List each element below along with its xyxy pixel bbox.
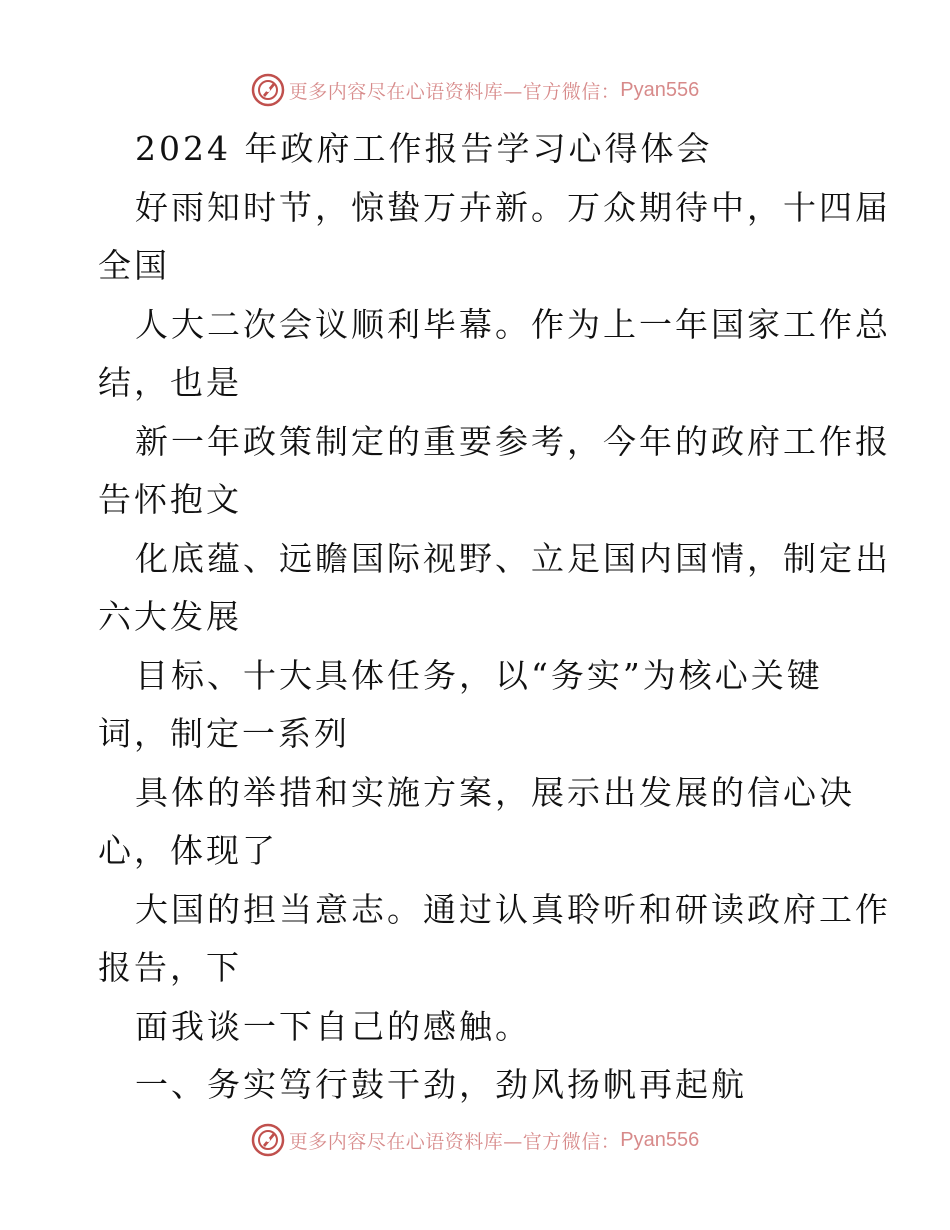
paragraph-line: 人大二次会议顺利毕幕。作为上一年国家工作总 [135,304,891,344]
banner-text: 更多内容尽在心语资料库—官方微信： [288,1130,621,1153]
paragraph-line: 报告，下 [98,948,242,987]
pen-nib-logo-icon [251,1123,285,1157]
document-title: 2024 年政府工作报告学习心得体会 [135,129,713,168]
banner-text: 更多内容尽在心语资料库—官方微信： [288,80,621,103]
paragraph-line: 新一年政策制定的重要参考，今年的政府工作报 [135,421,891,461]
paragraph-line: 具体的举措和实施方案，展示出发展的信心决 [135,772,855,812]
paragraph-line: 结，也是 [98,363,242,402]
paragraph-line: 大国的担当意志。通过认真聆听和研读政府工作 [135,889,891,929]
paragraph-line: 六大发展 [98,597,242,636]
banner-wechat-id: Pyan556 [620,1128,700,1151]
paragraph-line: 目标、十大具体任务，以“务实”为核心关键 [135,655,823,695]
paragraph-line: 化底蕴、远瞻国际视野、立足国内国情，制定出 [135,538,891,578]
paragraph-line: 全国 [98,246,170,285]
footer-banner [0,1120,950,1160]
pen-nib-logo-icon [251,73,285,107]
document-body [98,120,891,1115]
paragraph-line: 告怀抱文 [98,480,242,519]
banner-wechat-id: Pyan556 [620,78,700,101]
paragraph-line: 面我谈一下自己的感触。 [135,1006,531,1046]
header-banner [0,70,950,110]
paragraph-line: 词，制定一系列 [98,714,350,753]
paragraph-line: 心，体现了 [98,831,278,870]
paragraph-line: 好雨知时节，惊蛰万卉新。万众期待中，十四届 [135,187,891,227]
section-heading: 一、务实笃行鼓干劲，劲风扬帆再起航 [135,1065,747,1104]
